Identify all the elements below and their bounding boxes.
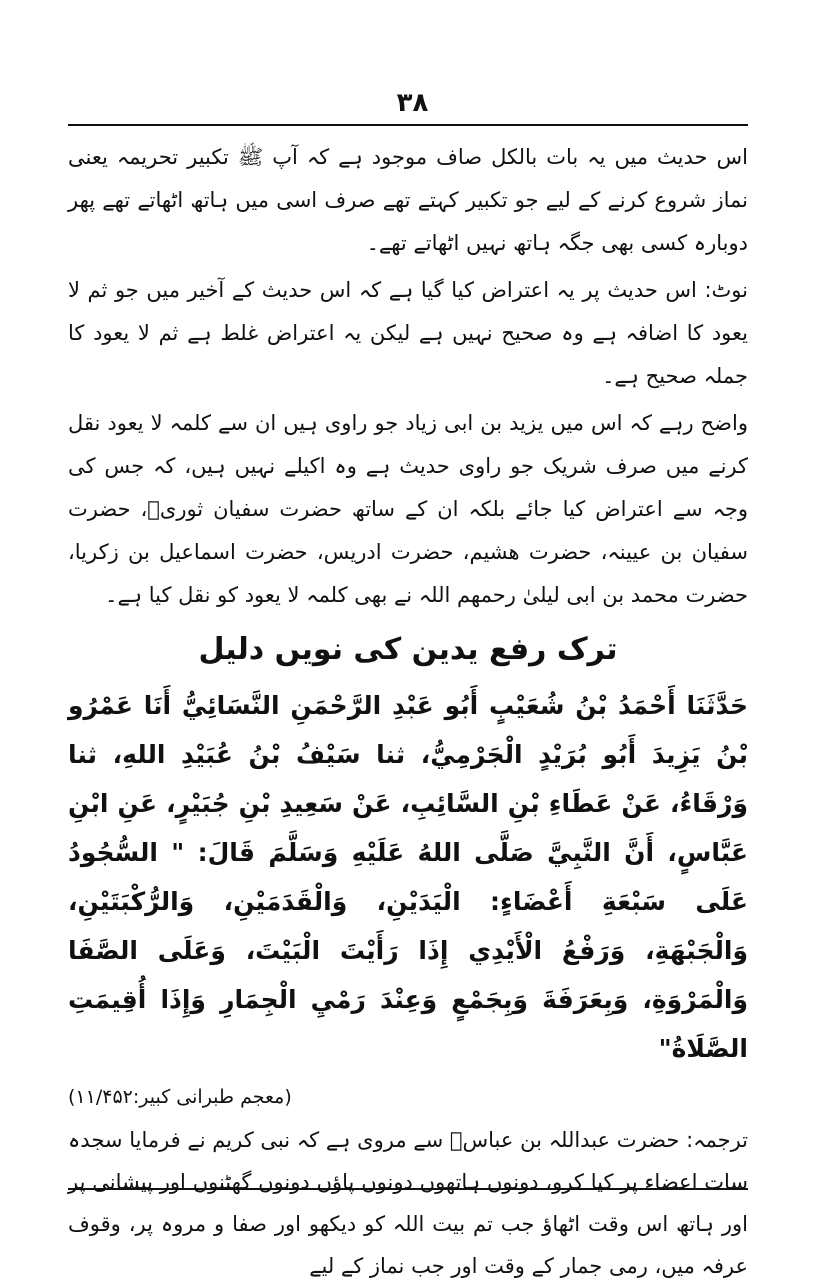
citation-reference [68, 1077, 748, 1117]
header-rule [68, 124, 748, 126]
paragraph-note: نوٹ: اس حدیث پر یہ اعتراض کیا گیا ہے کہ اس حدیث کے آخیر میں جو ثم لا یعود کا اضافہ ہے وہ صحیح نہیں ہے لیکن یہ اعتراض غلط ہے ثم لا یعود کا جملہ صحیح ہے۔ [68, 278, 748, 388]
translation-paragraph: ترجمہ: حضرت عبداللہ بن عباسؓ سے مروی ہے کہ نبی کریم نے فرمایا سجدہ سات اعضاء پر کیا کرو، دونوں ہاتھوں دونوں پاؤں دونوں گھٹنوں اور پیشانی پر اور ہاتھ اس وقت اٹھاؤ جب تم بیت اللہ کو دیکھو اور صفا و مروہ پر، وقوف عرفہ میں، رمی جمار کے وقت اور جب نماز کے لیے [68, 1128, 748, 1278]
section-heading: ترک رفع یدین کی نویں دلیل [198, 632, 618, 667]
footer-rule [68, 1188, 748, 1190]
page-number: ۳۸ [396, 88, 429, 118]
citation-text: (معجم طبرانی کبیر:۱۱/۴۵۲) [68, 1086, 292, 1108]
page-content [68, 136, 748, 1287]
paragraph-narrators: واضح رہے کہ اس میں یزید بن ابی زیاد جو راوی ہیں ان سے کلمہ لا یعود نقل کرنے میں صرف شریک جو راوی حدیث ہے وہ اکیلے نہیں ہیں، کہ جس کی وجہ سے اعتراض کیا جائے بلکہ ان کے ساتھ حضرت سفیان ثوریؒ، حضرت سفیان بن عیینہ، حضرت ھشیم، حضرت ادریس، حضرت اسماعیل بن زکریا، حضرت محمد بن ابی لیلیٰ رحمھم اللہ نے بھی کلمہ لا یعود کو نقل کیا ہے۔ [68, 411, 748, 607]
arabic-hadith-text: حَدَّثَنَا أَحْمَدُ بْنُ شُعَيْبٍ أَبُو عَبْدِ الرَّحْمَنِ النَّسَائِيُّ أَنَا عَمْرُو بْنُ يَزِيدَ أَبُو بُرَيْدٍ الْجَرْمِيُّ، ثنا سَيْفُ بْنُ عُبَيْدِ اللهِ، ثنا وَرْقَاءُ، عَنْ عَطَاءِ بْنِ السَّائِبِ، عَنْ سَعِيدِ بْنِ جُبَيْرٍ، عَنِ ابْنِ عَبَّاسٍ، أَنَّ النَّبِيَّ صَلَّى اللهُ عَلَيْهِ وَسَلَّمَ قَالَ: " السُّجُودُ عَلَى سَبْعَةِ أَعْضَاءٍ: الْيَدَيْنِ، وَالْقَدَمَيْنِ، وَالرُّكْبَتَيْنِ، وَالْجَبْهَةِ، وَرَفْعُ الْأَيْدِي إِذَا رَأَيْتَ الْبَيْتَ، وَعَلَى الصَّفَا وَالْمَرْوَةِ، وَبِعَرَفَةَ وَبِجَمْعٍ وَعِنْدَ رَمْيِ الْجِمَارِ وَإِذَا أُقِيمَتِ الصَّلَاةُ" [68, 691, 748, 1063]
paragraph-hadith-explanation: اس حدیث میں یہ بات بالکل صاف موجود ہے کہ آپ ﷺ تکبیر تحریمہ یعنی نماز شروع کرنے کے لیے جو تکبیر کہتے تھے صرف اسی میں ہاتھ اٹھاتے تھے پھر دوبارہ کسی بھی جگہ ہاتھ نہیں اٹھاتے تھے۔ [68, 145, 748, 255]
